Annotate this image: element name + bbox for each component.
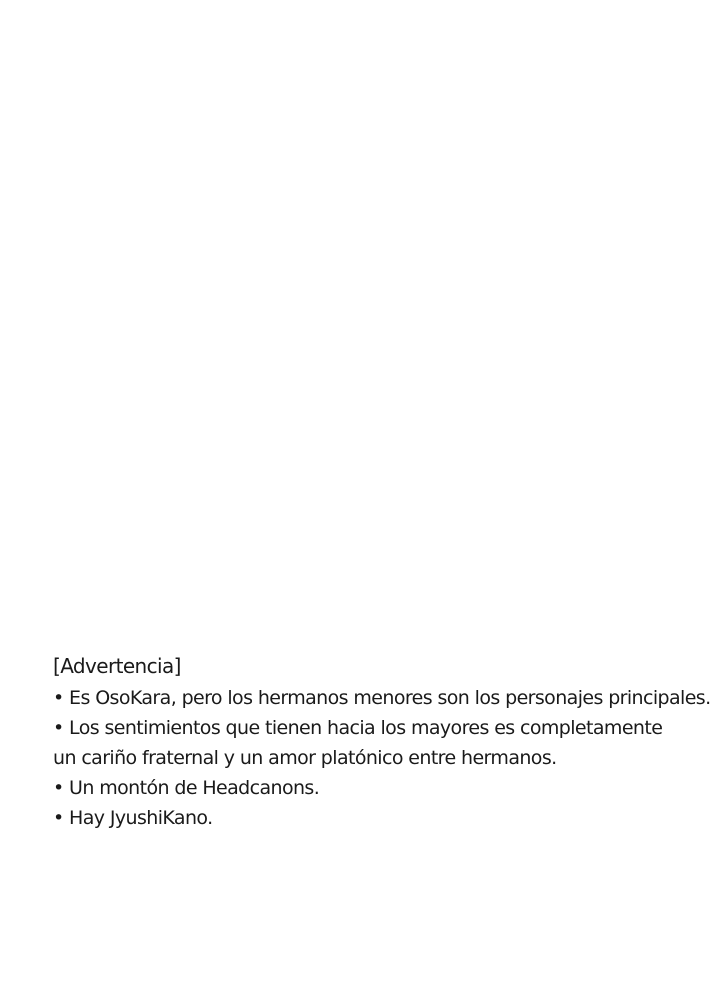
warning-title: [Advertencia] (53, 654, 181, 678)
warning-line-2: • Los sentimientos que tienen hacia los mayores es completamente (53, 717, 663, 739)
warning-line-3: un cariño fraternal y un amor platónico entre hermanos. (53, 747, 557, 769)
warning-line-4: • Un montón de Headcanons. (53, 777, 320, 799)
warning-line-1: • Es OsoKara, pero los hermanos menores son los personajes principales. (53, 687, 711, 709)
warning-line-5: • Hay JyushiKano. (53, 807, 213, 829)
warning-notice (53, 651, 711, 833)
